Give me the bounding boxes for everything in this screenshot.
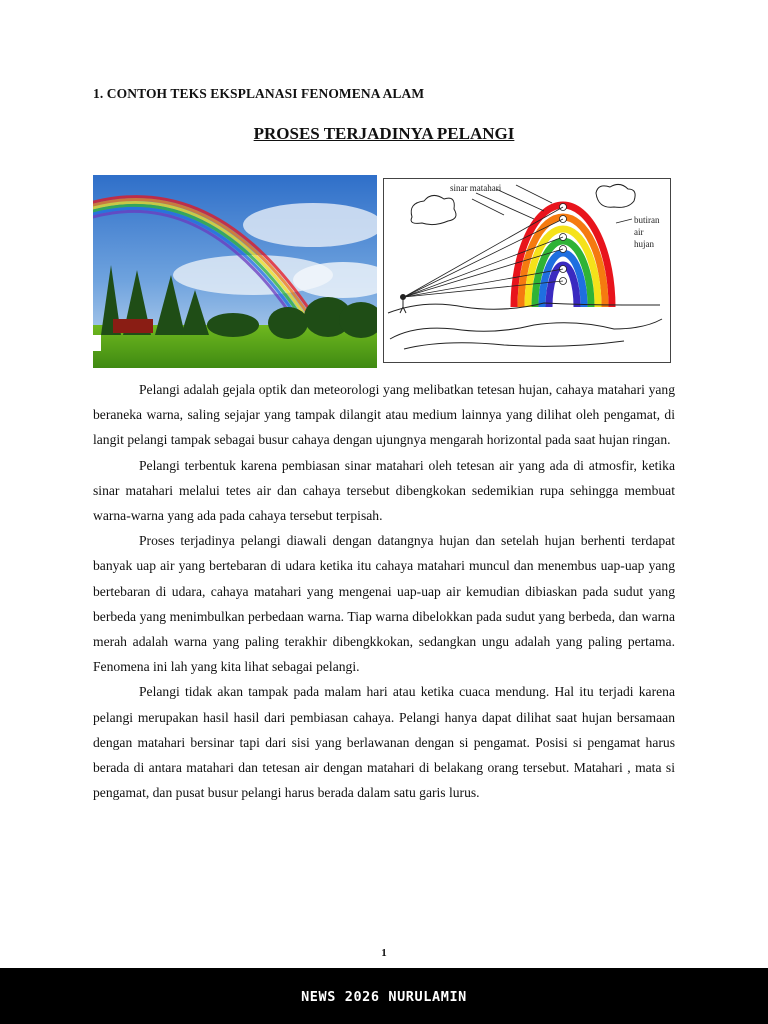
page-number: 1 <box>381 947 387 959</box>
diagram-label-sinar: sinar matahari <box>450 183 502 193</box>
paragraph: Pelangi terbentuk karena pembiasan sinar matahari oleh tetesan air yang ada di atmosfir, ketika sinar matahari melalui tetes air dan cahaya tersebut dibengkokan sedemikian rupa sehingga membuat warna-warna yang ada pada cahaya tersebut terpisah. <box>93 457 675 524</box>
section-heading: 1. CONTOH TEKS EKSPLANASI FENOMENA ALAM <box>93 86 425 101</box>
paragraph: Pelangi adalah gejala optik dan meteorologi yang melibatkan tetesan hujan, cahaya matahari yang beraneka warna, saling sejajar yang tampak dilangit atau medium lainnya yang dilihat oleh pengamat, di langit pelangi tampak sebagai busur cahaya dengan ujungnya mengarah horizontal pada saat hujan ringan. <box>93 382 675 448</box>
diagram-label-butiran: butiran <box>634 215 660 225</box>
diagram-label-air: air <box>634 227 644 237</box>
rainbow-photo <box>93 175 377 368</box>
paragraph: Pelangi tidak akan tampak pada malam hari atau ketika cuaca mendung. Hal itu terjadi karena pelangi merupakan hasil hasil dari pembiasan cahaya. Pelangi hanya dapat dilihat saat hujan bersamaan dengan matahari bersinar tapi dari sisi yang berlawanan dengan si pengamat. Posisi si pengamat harus berada di antara matahari dan tetesan air dengan matahari di belakang orang tersebut. Matahari , mata si pengamat, dan pusat busur pelangi harus berada dalam satu garis lurus. <box>93 684 675 801</box>
rainbow-diagram <box>383 178 671 363</box>
paragraph: Proses terjadinya pelangi diawali dengan datangnya hujan dan setelah hujan berhenti terdapat banyak uap air yang bertebaran di udara ketika itu cahaya matahari muncul dan menembus uap-uap yang bertebaran di udara, cahaya matahari yang mengenai uap-uap air kemudian dibiaskan pada sudut yang berbeda yang menimbulkan perbedaan warna. Tiap warna dibelokkan pada sudut yang berbeda, dan warna merah adalah warna yang paling terakhir dibengkkokan, sedangkan ungu adalah yang paling pertama. Fenomena ini lah yang kita lihat sebagai pelangi. <box>93 533 675 675</box>
diagram-label-hujan: hujan <box>634 239 654 249</box>
document-title: PROSES TERJADINYA PELANGI <box>253 124 515 143</box>
footer-text: NEWS 2026 NURULAMIN <box>301 989 467 1005</box>
body-text <box>93 377 675 805</box>
footer-bar <box>0 968 768 1024</box>
